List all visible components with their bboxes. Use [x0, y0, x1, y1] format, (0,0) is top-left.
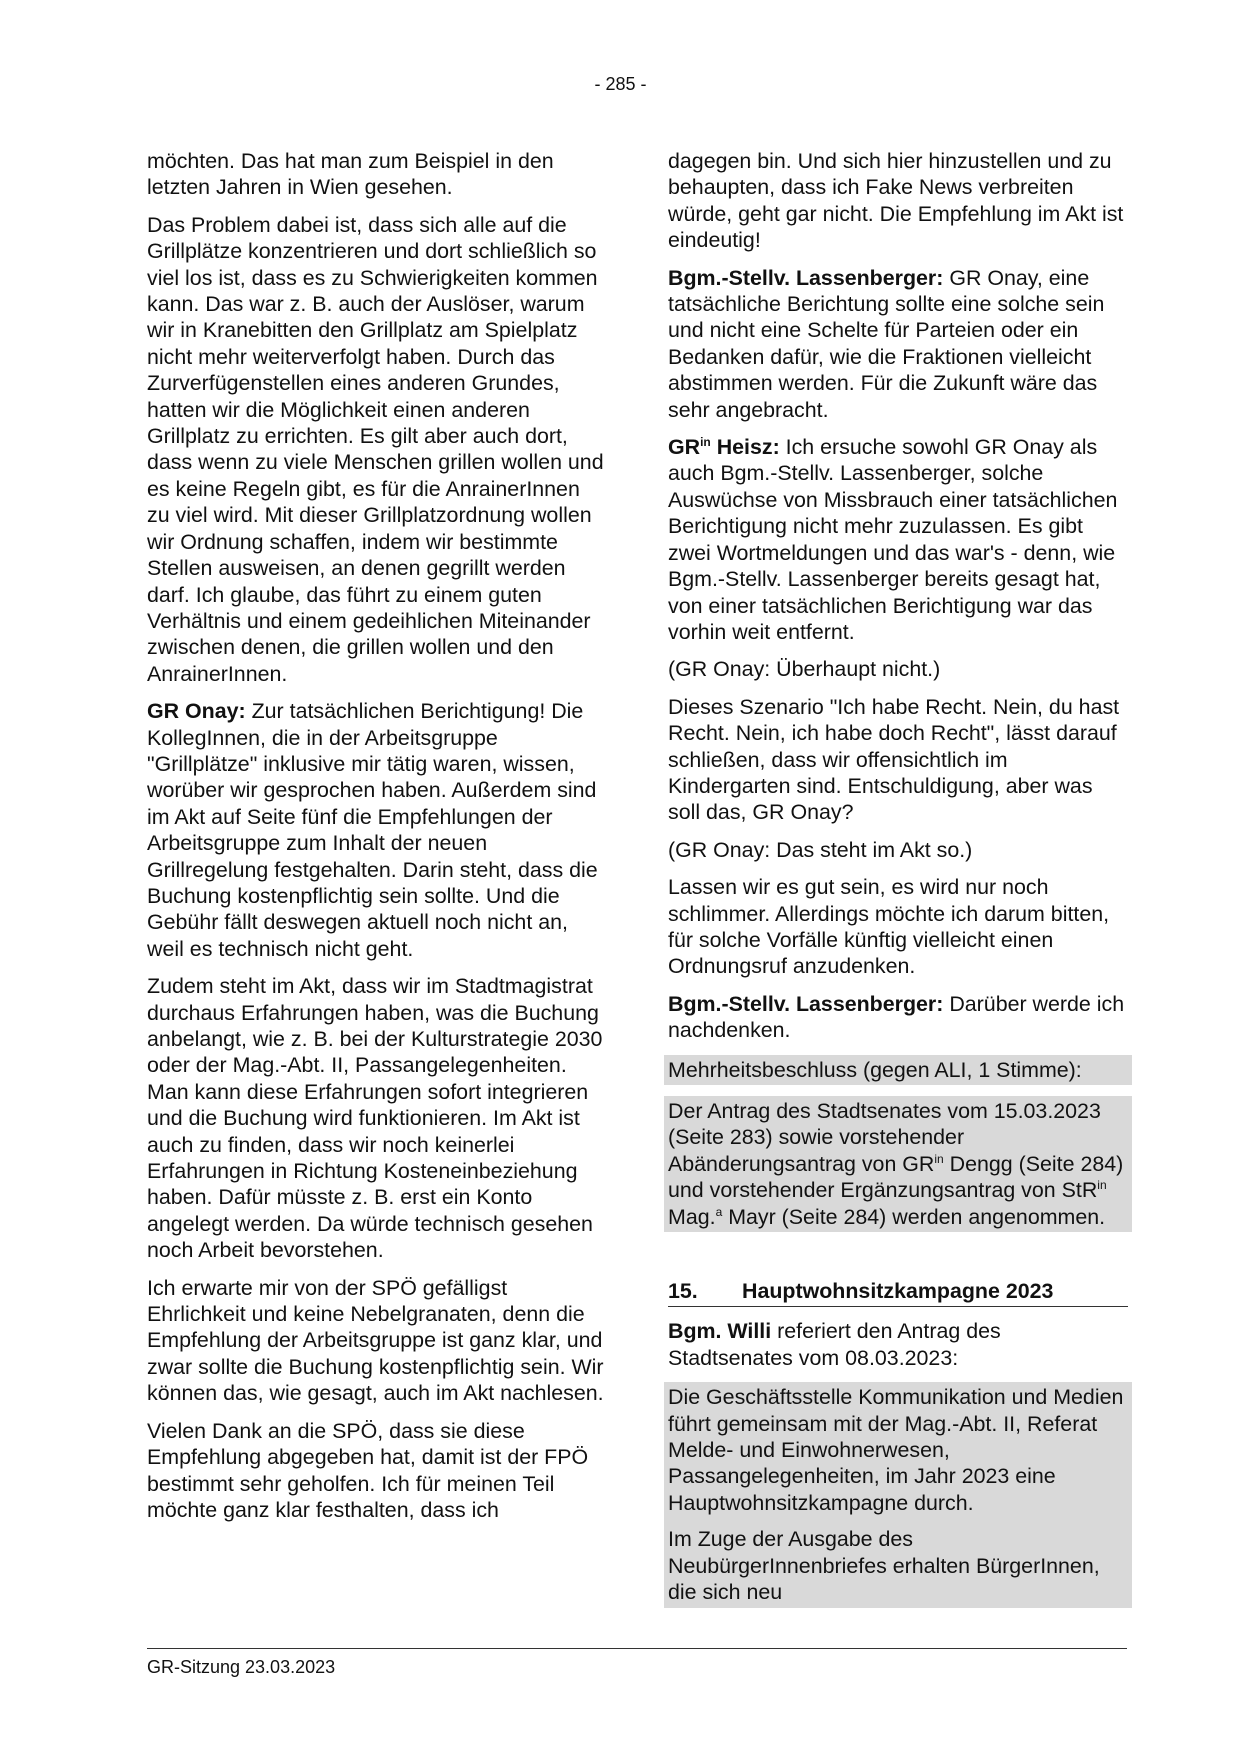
- paragraph: möchten. Das hat man zum Beispiel in den letzten Jahren in Wien gesehen.: [147, 149, 554, 200]
- speaker-title: GR: [668, 435, 701, 460]
- right-column: [668, 148, 1128, 1608]
- speech-text: Zur tatsächlichen Berichtigung! Die KollegInnen, die in der Arbeitsgruppe "Grillplätze" inklusive mir tätig waren, wissen, worüber wir gesprochen haben. Außerdem sind im Akt auf Seite fünf die Empfehlungen der Arbeitsgruppe zum Inhalt der neuen Grillregelung festgehalten. Darin steht, dass die Buchung kostenpflichtig sein sollte. Und die Gebühr fällt deswegen aktuell noch nicht an, weil es technisch nicht geht.: [147, 699, 598, 961]
- decision-part: Dengg (Seite 284) und vorstehender Ergänzungsantrag von StR: [668, 1151, 1124, 1203]
- speech-text: referiert den Antrag des Stadtsenates vom 08.03.2023:: [668, 1319, 1001, 1370]
- paragraph: Zudem steht im Akt, dass wir im Stadtmagistrat durchaus Erfahrungen haben, was die Buchung anbelangt, wie z. B. bei der Kulturstrategie 2030 oder der Mag.-Abt. II, Passangelegenheiten. Man kann diese Erfahrungen sofort integrieren und die Buchung wird funktionieren. Im Akt ist auch zu finden, dass wir noch keinerlei Erfahrungen in Richtung Kosteneinbeziehung haben. Dafür müsste z. B. erst ein Konto angelegt werden. Da würde technisch gesehen noch Arbeit bevorstehen.: [147, 974, 603, 1263]
- paragraph: Vielen Dank an die SPÖ, dass sie diese Empfehlung abgegeben hat, damit ist der FPÖ bestimmt sehr geholfen. Ich für meinen Teil möchte ganz klar festhalten, dass ich: [147, 1418, 589, 1522]
- paragraph: dagegen bin. Und sich hier hinzustellen und zu behaupten, dass ich Fake News verbreiten würde, geht gar nicht. Die Empfehlung im Akt ist eindeutig!: [668, 149, 1124, 253]
- speech-text: Ich ersuche sowohl GR Onay als auch Bgm.-Stellv. Lassenberger, solche Auswüchse von Missbrauch einer tatsächlichen Berichtigung nicht mehr zuzulassen. Es gibt zwei Wortmeldungen und das war's - denn, wie Bgm.-Stellv. Lassenberger bereits gesagt hat, von einer tatsächlichen Berichtigung war das vorhin weit entfernt.: [668, 435, 1118, 644]
- paragraph: Ich erwarte mir von der SPÖ gefälligst Ehrlichkeit und keine Nebelgranaten, denn die Empfehlung der Arbeitsgruppe ist ganz klar, und zwar sollte die Buchung kostenpflichtig sein. Wir können das, wie gesagt, auch im Akt nachlesen.: [147, 1275, 604, 1406]
- motion-paragraph: Die Geschäftsstelle Kommunikation und Medien führt gemeinsam mit der Mag.-Abt. II, Referat Melde- und Einwohnerwesen, Passangelegenheiten, im Jahr 2023 eine Hauptwohnsitzkampagne durch.: [668, 1385, 1124, 1515]
- speaker-name: Bgm.-Stellv. Lassenberger:: [668, 991, 944, 1016]
- speaker-name: Bgm.-Stellv. Lassenberger:: [668, 265, 944, 290]
- speech-willi: [668, 1318, 1128, 1371]
- speaker-name: Bgm. Willi: [668, 1319, 772, 1344]
- section-title: Hauptwohnsitzkampagne 2023: [742, 1279, 1054, 1304]
- superscript: in: [934, 1151, 944, 1166]
- decision-box: [664, 1096, 1132, 1232]
- speech-lassenberger-2: [668, 991, 1128, 1044]
- speaker-name: [668, 435, 780, 459]
- section-heading: [668, 1278, 1128, 1307]
- decision-part: Mayr (Seite 284) werden angenommen.: [722, 1204, 1106, 1229]
- motion-box: [664, 1382, 1132, 1607]
- speech-text: GR Onay, eine tatsächliche Berichtung sollte eine solche sein und nicht eine Schelte für Parteien oder ein Bedanken dafür, wie die Fraktionen vielleicht abstimmen werden. Für die Zukunft wäre das sehr angebracht.: [668, 265, 1105, 422]
- paragraph: Das Problem dabei ist, dass sich alle auf die Grillplätze konzentrieren und dort schließlich so viel los ist, dass es zu Schwierigkeiten kommen kann. Das war z. B. auch der Auslöser, warum wir in Kranebitten den Grillplatz am Spielplatz nicht mehr weiterverfolgt haben. Durch das Zurverfügenstellen eines anderen Grundes, hatten wir die Möglichkeit einen anderen Grillplatz zu errichten. Es gilt aber auch dort, dass wenn zu viele Menschen grillen wollen und es keine Regeln gibt, es für die AnrainerInnen zu viel wird. Mit dieser Grillplatzordnung wollen wir Ordnung schaffen, indem wir bestimmte Stellen ausweisen, an denen gegrillt werden darf. Ich glaube, das führt zu einem guten Verhältnis und einem gedeihlichen Miteinander zwischen denen, die grillen wollen und den AnrainerInnen.: [147, 212, 604, 686]
- page-number: - 285 -: [594, 74, 647, 94]
- decision-text: [668, 1098, 1128, 1230]
- decision-part: Der Antrag des Stadtsenates vom 15.03.2023 (Seite 283) sowie vorstehender Abänderungsantrag von GR: [668, 1099, 1101, 1176]
- superscript: a: [715, 1204, 723, 1219]
- vote-result: Mehrheitsbeschluss (gegen ALI, 1 Stimme):: [668, 1057, 1082, 1082]
- decision-part: Mag.: [668, 1204, 716, 1229]
- interjection: (GR Onay: Das steht im Akt so.): [668, 837, 973, 862]
- footer-divider: [147, 1648, 1127, 1649]
- left-column: [147, 148, 607, 1534]
- speech-onay: [147, 698, 607, 962]
- footer-session-date: GR-Sitzung 23.03.2023: [147, 1657, 336, 1677]
- paragraph: Lassen wir es gut sein, es wird nur noch schlimmer. Allerdings möchte ich darum bitten, für solche Vorfälle künftig vielleicht einen Ordnungsruf anzudenken.: [668, 875, 1110, 979]
- paragraph: Dieses Szenario "Ich habe Recht. Nein, du hast Recht. Nein, ich habe doch Recht", lässt darauf schließen, dass wir offensichtlich im Kindergarten sind. Entschuldigung, aber was soll das, GR Onay?: [668, 694, 1120, 825]
- section-number: 15.: [668, 1279, 698, 1304]
- speech-heisz: [668, 434, 1128, 645]
- superscript: in: [1097, 1178, 1107, 1193]
- speaker-surname: Heisz:: [710, 435, 780, 460]
- interjection: (GR Onay: Überhaupt nicht.): [668, 657, 941, 682]
- speech-text: Darüber werde ich nachdenken.: [668, 991, 1125, 1043]
- vote-result-box: [664, 1055, 1132, 1085]
- motion-paragraph: Im Zuge der Ausgabe des NeubürgerInnenbriefes erhalten BürgerInnen, die sich neu: [668, 1527, 1100, 1605]
- speech-lassenberger: [668, 265, 1128, 423]
- superscript: in: [700, 435, 711, 450]
- speaker-name: GR Onay:: [147, 699, 246, 724]
